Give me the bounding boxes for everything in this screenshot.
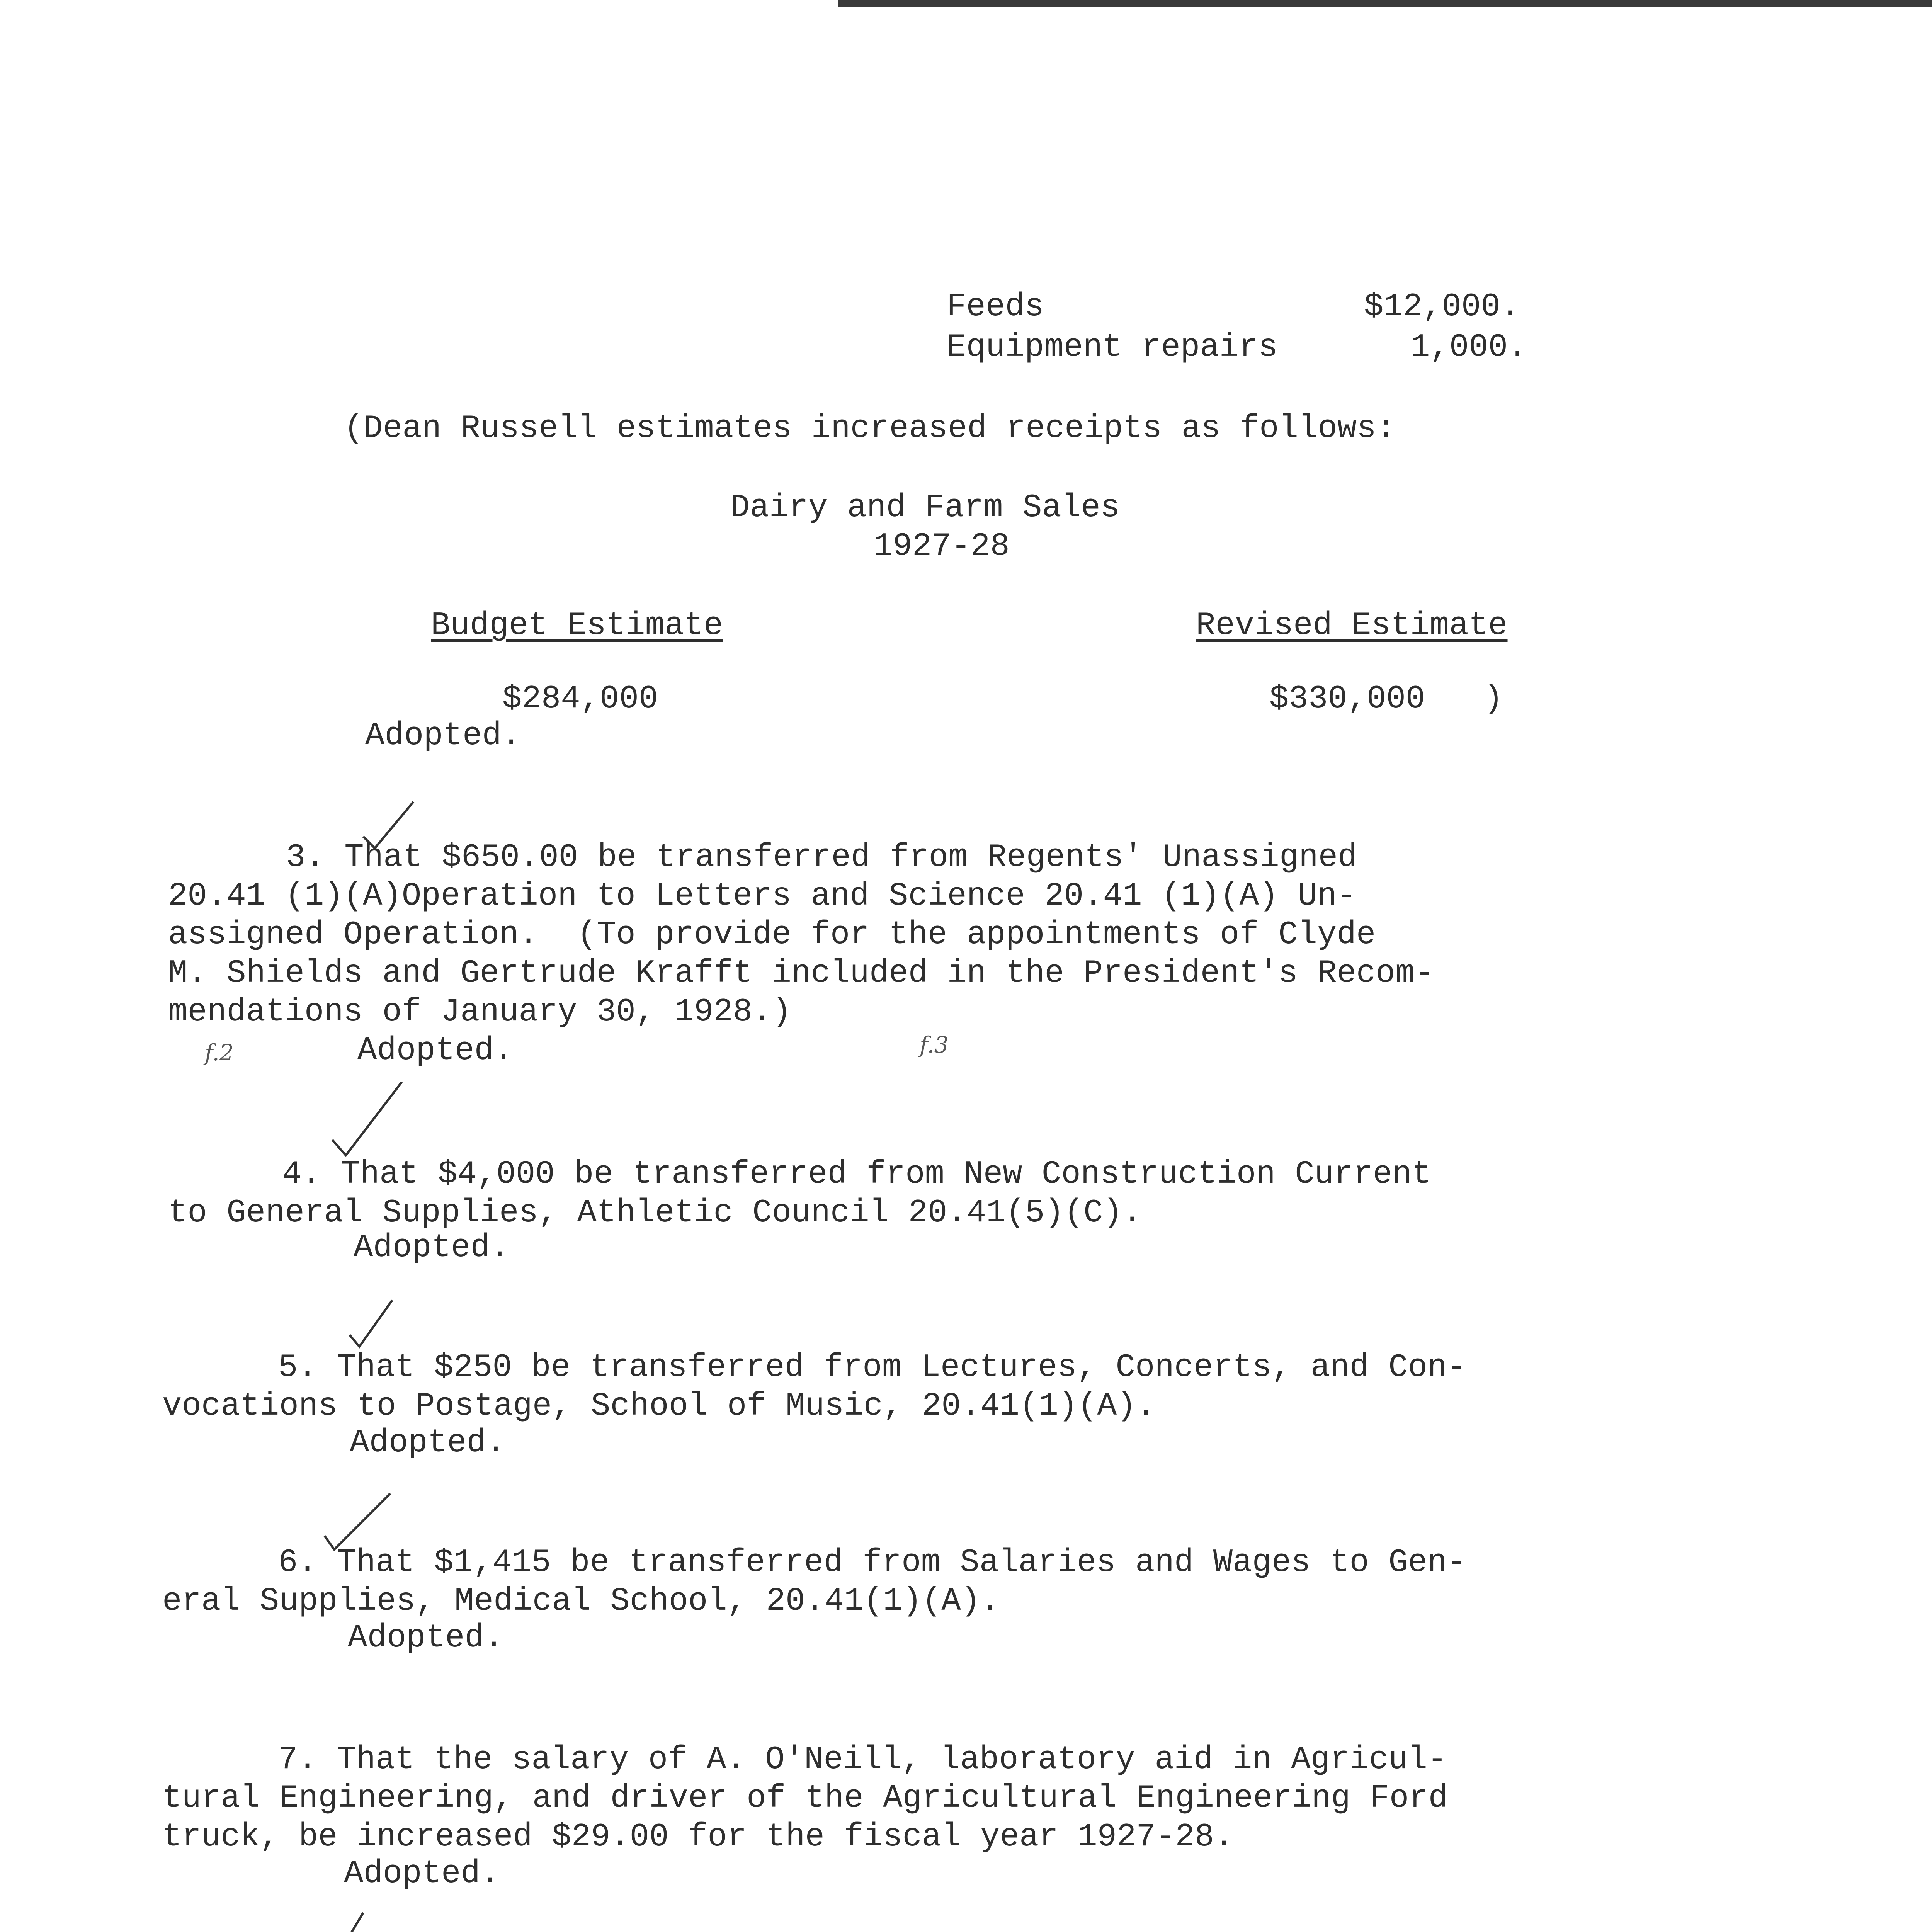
feeds-label: Feeds: [947, 289, 1044, 325]
item-3-line-4: M. Shields and Gertrude Krafft included in the President's Recom-: [168, 955, 1434, 992]
checkmark-icon: [346, 1298, 396, 1349]
item-5-line-1: 5. That $250 be transferred from Lectures, Concerts, and Con-: [278, 1349, 1466, 1386]
equipment-repairs-label: Equipment repairs: [947, 329, 1278, 366]
item-4-line-1: 4. That $4,000 be transferred from New Construction Current: [282, 1156, 1432, 1193]
equipment-repairs-amount: 1,000.: [1410, 329, 1527, 366]
dean-russell-note: (Dean Russell estimates increased receipts as follows:: [344, 410, 1396, 447]
revised-estimate-value: $330,000 ): [1269, 681, 1503, 718]
budget-estimate-value: $284,000: [502, 681, 658, 718]
item-4-line-2: to General Supplies, Athletic Council 20.41(5)(C).: [168, 1195, 1142, 1231]
item-6-line-1: 6. That $1,415 be transferred from Salaries and Wages to Gen-: [278, 1544, 1466, 1581]
page-edge-top: [838, 0, 1932, 7]
handwritten-note-f3: f.3: [920, 1032, 949, 1058]
item-3-line-5: mendations of January 30, 1928.): [168, 994, 792, 1031]
table-adopted: Adopted.: [365, 718, 521, 754]
item-6-line-2: eral Supplies, Medical School, 20.41(1)(A).: [162, 1583, 1000, 1620]
table-title: Dairy and Farm Sales: [730, 490, 1120, 526]
item-4-adopted: Adopted.: [354, 1230, 510, 1266]
item-7-line-1: 7. That the salary of A. O'Neill, laboratory aid in Agricul-: [278, 1742, 1447, 1778]
item-3-line-3: assigned Operation. (To provide for the appointments of Clyde: [168, 917, 1376, 953]
item-3-line-2: 20.41 (1)(A)Operation to Letters and Science 20.41 (1)(A) Un-: [168, 878, 1356, 915]
item-7-adopted: Adopted.: [344, 1855, 500, 1892]
item-3-line-1: 3. That $650.00 be transferred from Regents' Unassigned: [286, 839, 1357, 876]
item-7-line-3: truck, be increased $29.00 for the fiscal year 1927-28.: [162, 1819, 1234, 1855]
revised-estimate-header: Revised Estimate: [1196, 607, 1508, 644]
item-3-adopted: Adopted.: [357, 1032, 514, 1069]
item-6-adopted: Adopted.: [348, 1620, 504, 1656]
handwritten-note-f2: f.2: [205, 1039, 234, 1066]
table-year: 1927-28: [873, 528, 1010, 565]
budget-estimate-header: Budget Estimate: [431, 607, 723, 644]
item-5-adopted: Adopted.: [350, 1425, 506, 1461]
checkmark-icon: [328, 1078, 406, 1159]
feeds-amount: $12,000.: [1364, 289, 1520, 325]
item-5-line-2: vocations to Postage, School of Music, 20.41(1)(A).: [162, 1388, 1156, 1425]
checkmark-icon: [305, 1911, 367, 1932]
item-7-line-2: tural Engineering, and driver of the Agricultural Engineering Ford: [162, 1780, 1448, 1817]
